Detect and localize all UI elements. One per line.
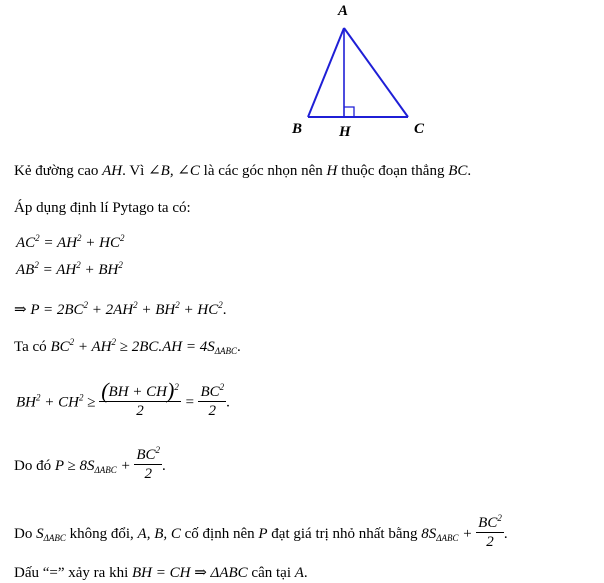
vertex-label-a: A bbox=[338, 3, 349, 19]
conclusion-p-bound: Do đó $P \ge 8S_{\Delta ABC}$ + $\frac{BC^2}{2}$ . bbox=[14, 445, 166, 482]
side-ab bbox=[308, 28, 344, 117]
vertex-label-h: H bbox=[339, 124, 351, 140]
inequality-am-gm: Ta có $BC^2 + AH^2 \ge 2BC.AH = 4S_{\Delta ABC}$. bbox=[14, 337, 241, 356]
equation-ac: $AC^2 = AH^2 + HC^2$ bbox=[16, 233, 125, 251]
side-ac bbox=[344, 28, 408, 117]
equality-condition: Dấu “=” xảy ra khi BH = CH ⇒ ΔABC cân tại A. bbox=[14, 565, 308, 581]
line-altitude: Kẻ đường cao AH. Vì ∠B, ∠C là các góc nhọn nên H thuộc đoạn thẳng BC. bbox=[14, 163, 472, 179]
vertex-label-c: C bbox=[414, 121, 425, 137]
vertex-label-b: B bbox=[292, 121, 303, 137]
line-pythagoras: Áp dụng định lí Pytago ta có: bbox=[14, 200, 191, 216]
right-angle-mark bbox=[344, 107, 354, 117]
equation-ab: $AB^2 = AH^2 + BH^2$ bbox=[16, 260, 123, 278]
inequality-squares: $BH^2 + CH^2$ ≥ $\frac{(BH + CH)^2}{2}$ = $\frac{BC^2}{2}$ . bbox=[16, 378, 230, 419]
equation-p: ⇒ $P = 2BC^2 + 2AH^2 + BH^2 + HC^2$. bbox=[14, 300, 227, 318]
conclusion-minimum: Do $S_{\Delta ABC}$ không đổi, A, B, C cố định nên P đạt giá trị nhỏ nhất bằng $8S_{\Delta ABC}$ + $\frac{BC^2}{2}$ . bbox=[14, 513, 508, 550]
